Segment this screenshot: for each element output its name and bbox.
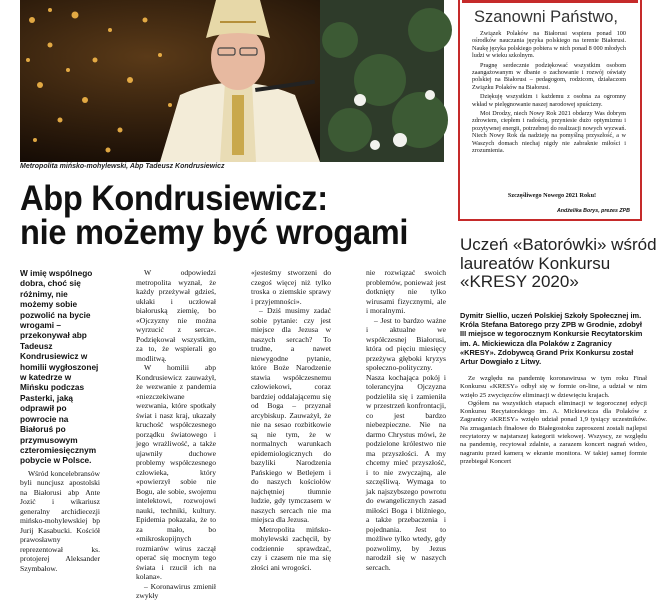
photo-caption: Metropolita mińsko-mohylewski, Abp Tadeusz Kondrusiewicz [20,163,225,170]
column-3 [251,268,331,572]
letter-signature: Andżelika Borys, prezes ZPB [556,208,630,214]
paragraph: W odpowiedzi metropolita wyznał, że każdy przeżywał gdzieś, ukłaki i uczłował białoruską ziemię, bo «Ojczyzny nie można wyrzucić z serca». Podziękował wszystkim, za to, że wspierali go modlitwą. [136,268,216,363]
letter-paragraph: Moi Drodzy, niech Nowy Rok 2021 obdarzy Was dobrym zdrowiem, ciepłem i radością, przyniesie dużo optymizmu i pozytywnej energii, potrzebnej do realizacji nowych wyzwań. Niech Nowy Rok da nadzieję na pomyślną przyszłość, a w Waszych domach niechaj nigdy nie zabraknie miłości i zrozumienia. [472,110,626,155]
column-1 [20,268,100,573]
paragraph: nie rozwiązać swoich problemów, ponieważ jest dotknięty nie tylko wirusami fizycznymi, ale i moralnymi. [366,268,446,315]
paragraph: – Koronawirus zmienił zwykły [136,581,216,600]
paragraph: «jesteśmy stworzeni do czegoś więcej niż tylko troska o ziemskie sprawy i przyjemności». [251,268,331,306]
paragraph: – Dziś musimy zadać sobie pytanie: czy jest miejsce dla Jezusa w naszych sercach? To trudne, a nawet niewygodne pytanie, które Boże Narodzenie stawia współczesnemu człowiekowi, coraz bardziej oddalającemu się od Boga – przyznał arcybiskup. Zauważył, że nie na sesao rozbitkowie są nie tym, że w normalnych warunkach epidemiologicznych do bazyliki Narodzenia Pańskiego w Betlejem i do naszych kościołów najchętniej tłumnie ludzie, gdy tymczasem w naszych sercach nie ma miejsca dla Jezusa. [251,306,331,524]
letter-paragraph: Pragnę serdecznie podziękować wszystkim osobom zaangażowanym w dbanie o zachowanie i rozwój oświaty polskiej na Białorusi – pedagogom, rodzicom, działaczom Związku Polaków na Białorusi. [472,61,626,91]
column-2 [136,268,216,601]
side-article-title: Uczeń «Batorówki» wśród laureatów Konkursu «KRESY 2020» [460,235,657,292]
paragraph: W homilii abp Kondrusiewicz zauważył, że wezwanie z pandemia «niezczekiwane wezwania, które spotkały świat i nasz kraj, ukazały kruchość współczesnego porządku światowego i jego wrażliwość, a także ujawniły duchowe problemy współczesnego człowieka, który «powierzył sobie nie Bogu, ale sobie, swojemu intelektowi, rozwojowi nauki, techniki, kultury. Epidemia pokazała, że to za mało, bo «mikroskopijnych rozmiarów wirus zaczął operać się mocnym tego świata i rzucił ich na kolana». [136,363,216,581]
archbishop-photo [20,0,444,162]
article-headline [20,179,420,252]
paragraph: – Jest to bardzo ważne i aktualne we współczesnej Białorusi, która od pięciu miesięcy przeżywa głęboki kryzys społeczno-polityczny. Nasza kochająca pokój i tolerancyjna Ojczyzna podzieliła się i zamieniła w przestrzeń konfrontacji, co jest bardzo niebezpieczne. Nie na darmo Chrystus mówi, że podzielone królestwo nie ma przyszłości. A my chcemy mieć przyszłość, i to nie zwyczajną, ale szczęśliwą. Wymaga to jak najszybszego powrotu do ewangelicznych zasad miłości Boga i bliźniego, a także przebaczenia i pojednania. Jest to możliwe tylko wtedy, gdy pozwolimy, by Jezus narodził się w naszych sercach. [366,315,446,572]
side-article-lead: Dymitr Siellio, uczeń Polskiej Szkoły Społecznej im. Króla Stefana Batorego przy ZPB w Grodnie, zdobył III miejsce w tegorocznym Konkursie Recytatorskim im. A. Mickiewicza dla Polaków z Zagranicy «KRESY». Zdobywcą Grand Prix Konkursu został Artur Dowgiało z Litwy. [460,311,643,367]
letter-top-bar [462,0,638,3]
side-article-body [460,375,647,466]
letter-body [472,30,626,157]
article-body [20,268,446,600]
headline-line-2: nie możemy być wrogami [20,213,409,252]
headline-line-1: Abp Kondrusiewicz: [20,179,328,218]
column-4 [366,268,446,572]
article-lead: W imię wspólnego dobra, choć się różnimy, nie możemy sobie pozwolić na bycie wrogami – przekonywał abp Tadeusz Kondrusiewicz w homilii wygłoszonej w katedrze w Mińsku podczas Pasterki, jaką odprawił po powrocie na Białoruś po przymusowym czteromiesięcznym pobycie w Polsce. [20,268,99,466]
letter-paragraph: Dziękuję wszystkim i każdemu z osobna za ogromny wkład w pielęgnowanie naszej narodowej spuścizny. [472,93,626,108]
paragraph: Metropolita mińsko-mohylewski zachęcił, by codziennie sprawdzać, czy i czasem nie ma się złości ani wrogości. [251,524,331,572]
paragraph: Ogółem na wszystkich etapach eliminacji w tegorocznej edycji Konkursu Recytatorskiego im. A. Mickiewicza dla Polaków z Zagranicy «KRESY» wzięło udział ponad 1,9 tysiący uczestników. Na zmaganiach finałowe do Białegostoku zaproszeni zostali najlepsi recytatorzy w najstarszej kategorii wiekowej. Wszyscy, ze względu na pandemię, recytował zdalnie, a zarazem koncert nagrań wideo, nagraniu przed kamerą w ekranie monitora. W takiej samej formie przebiegał Koncert [460,399,647,465]
letter-greeting: Szanowni Państwo, [474,8,618,26]
paragraph: Wśród koncelebransów byli nuncjusz apostolski na Białorusi abp Ante Jozić i wikariusz generalny archidiecezji mińsko-mohylewskiej bp Jurij Kasabucki. Kościół prawosławny reprezentował ks. protojerej Aleksander Szymbałow. [20,468,100,573]
new-year-letter-box [458,0,642,221]
letter-closing: Szczęśliwego Nowego 2021 Roku! [507,192,597,199]
letter-paragraph: Związek Polaków na Białorusi wspiera ponad 100 ośrodków nauczania języka polskiego na terenie Białorusi. Naukę języka polskiego pobiera w nich ponad 8 000 młodych ludzi w wieku szkolnym. [472,30,626,60]
paragraph: Ze względu na pandemię koronawirusa w tym roku Finał Konkursu «KRESY» odbył się w formie on-line, a udział w nim wzięło 25 zwycięzców eliminacji w dziewięciu krajach. [460,375,647,399]
